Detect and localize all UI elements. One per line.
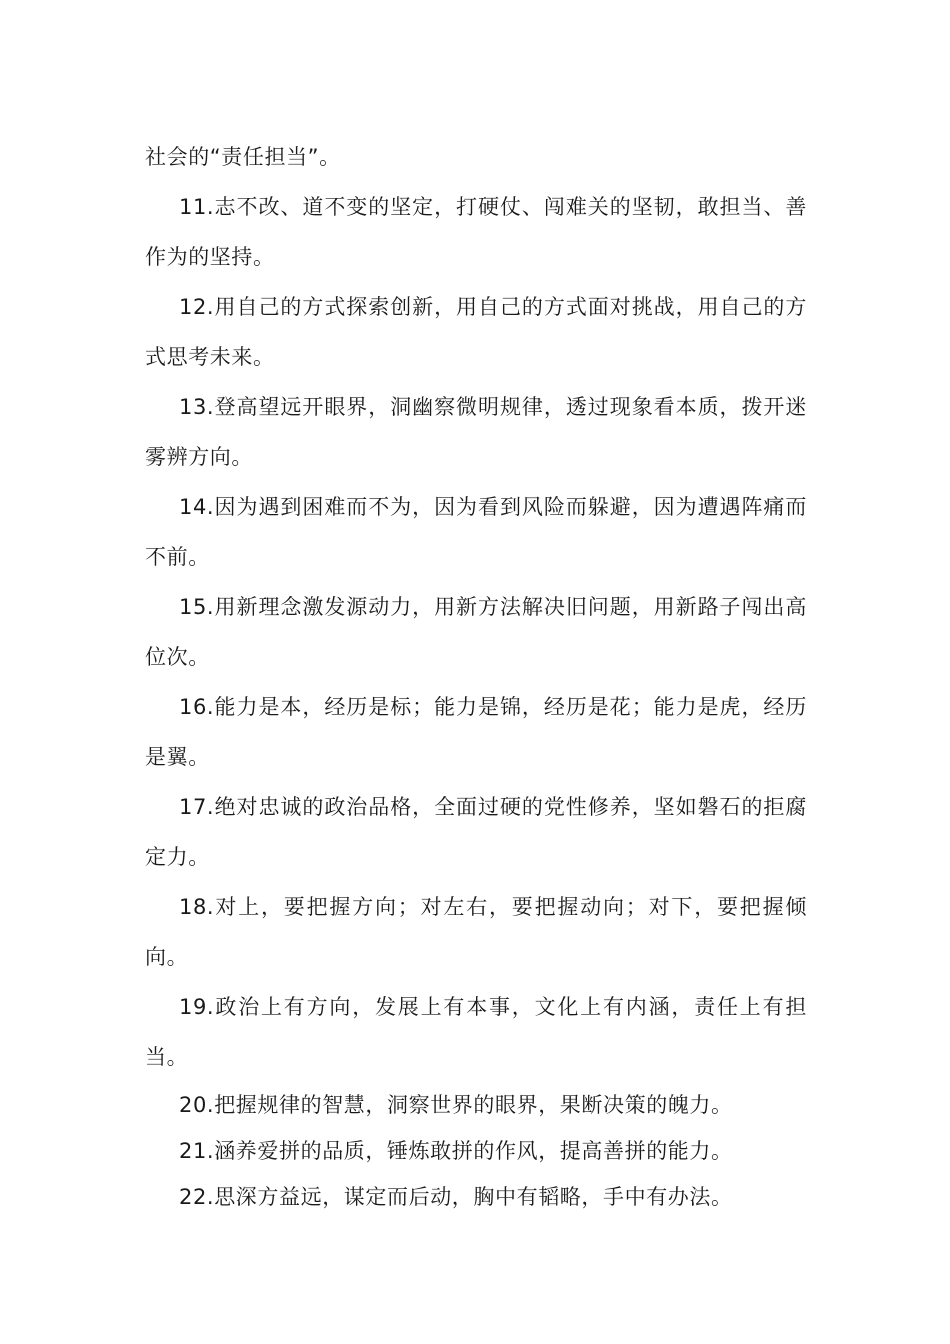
paragraph-12: 12.用自己的方式探索创新，用自己的方式面对挑战，用自己的方式思考未来。 [145,295,807,369]
paragraph-19: 19.政治上有方向，发展上有本事，文化上有内涵，责任上有担当。 [145,995,807,1069]
paragraph-22: 22.思深方益远，谋定而后动，胸中有韬略，手中有办法。 [179,1185,733,1209]
paragraph-14: 14.因为遇到困难而不为，因为看到风险而躲避，因为遭遇阵痛而不前。 [145,495,807,569]
paragraph-16: 16.能力是本，经历是标；能力是锦，经历是花；能力是虎，经历是翼。 [145,695,807,769]
paragraph-15: 15.用新理念激发源动力，用新方法解决旧问题，用新路子闯出高位次。 [145,595,807,669]
paragraph-10-continuation: 社会的“责任担当”。 [145,145,341,169]
document-body [145,132,807,1220]
paragraph-13: 13.登高望远开眼界，洞幽察微明规律，透过现象看本质，拨开迷雾辨方向。 [145,395,807,469]
paragraph-11: 11.志不改、道不变的坚定，打硬仗、闯难关的坚韧，敢担当、善作为的坚持。 [145,195,807,269]
paragraph-17: 17.绝对忠诚的政治品格，全面过硬的党性修养，坚如磐石的拒腐定力。 [145,795,807,869]
paragraph-20: 20.把握规律的智慧，洞察世界的眼界，果断决策的魄力。 [179,1093,733,1117]
paragraph-18: 18.对上，要把握方向；对左右，要把握动向；对下，要把握倾向。 [145,895,807,969]
paragraph-21: 21.涵养爱拼的品质，锤炼敢拼的作风，提高善拼的能力。 [179,1139,733,1163]
